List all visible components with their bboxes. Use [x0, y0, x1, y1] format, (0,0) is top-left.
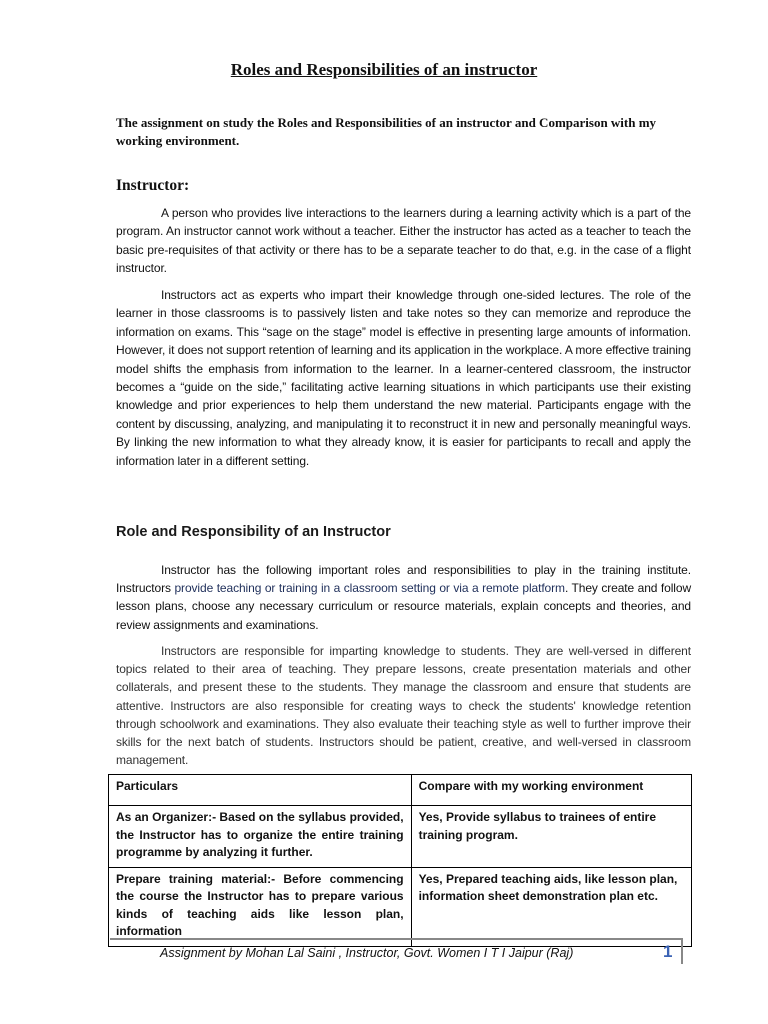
paragraph-4: Instructors are responsible for imparting knowledge to students. They are well-versed in different topics related to their area of teaching. They prepare lessons, create presentation materials and other collaterals, and present these to the students. They manage the classroom and ensure that students are attentive. Instructors are also responsible for creating ways to check the students' knowledge retention through schoolwork and examinations. They also evaluate their teaching style as well to further improve their skills for the next batch of students. Instructors should be patient, creative, and well-versed in classroom management.	[116, 644, 691, 768]
footer-divider	[110, 938, 683, 940]
paragraph-2: Instructors act as experts who impart their knowledge through one-sided lectures. The role of the learner in those classrooms is to passively listen and take notes so they can memorize and reproduce the information on exams. This “sage on the stage” model is effective in presenting large amounts of information. However, it does not support retention of learning and its application in the workplace. A more effective training model shifts the emphasis from information to the learner. In a learner-centered classroom, the instructor becomes a “guide on the side,” facilitating active learning situations in which participants use their existing knowledge and prior experiences to help them understand the new material. Participants engage with the content by discussing, analyzing, and manipulating it to reconstruct it in new and personally meaningful ways. By linking the new information to what they already know, it is easier for participants to recall and apply the information later in a different setting.	[116, 288, 691, 468]
table-row	[109, 806, 692, 868]
table-row	[109, 867, 692, 946]
table-header-row	[109, 775, 692, 806]
page-number: 1	[663, 942, 673, 961]
page-title: Roles and Responsibilities of an instructor	[230, 60, 538, 79]
table-cell: Yes, Prepared teaching aids, like lesson plan, information sheet demonstration plan etc.	[411, 867, 691, 946]
table-header-cell: Particulars	[109, 775, 412, 806]
table-cell: Yes, Provide syllabus to trainees of entire training program.	[411, 806, 691, 868]
footer-vertical-divider	[681, 938, 683, 964]
table-cell: As an Organizer:- Based on the syllabus provided, the Instructor has to organize the entire training programme by analyzing it further.	[109, 806, 412, 868]
comparison-table	[108, 774, 692, 947]
intro-paragraph: The assignment on study the Roles and Responsibilities of an instructor and Comparison with my working environment.	[116, 115, 657, 148]
paragraph-1: A person who provides live interactions to the learners during a learning activity which is a part of the program. An instructor cannot work without a teacher. Either the instructor has acted as a teacher to teach the basic pre-requisites of that activity or there has to be a separate teacher to do that, e.g. in the case of a flight instructor.	[116, 206, 691, 276]
paragraph-3-highlight: provide teaching or training in a classroom setting or via a remote platform	[174, 581, 565, 596]
paragraph-3-end: . They create and follow lesson plans, choose any necessary curriculum or resource materials, explain concepts and theories, and review assignments and examinations.	[116, 581, 692, 632]
table-cell: Prepare training material:- Before commencing the course the Instructor has to prepare various kinds of teaching aids like lesson plan, information	[109, 867, 412, 946]
paragraph-3	[116, 561, 691, 634]
paragraph-3-start: Instructor has the following important roles and responsibilities to play in the training institute. Instructors	[116, 563, 691, 596]
instructor-heading: Instructor:	[116, 177, 190, 194]
table-header-cell: Compare with my working environment	[411, 775, 691, 806]
comparison-table-wrapper	[108, 774, 692, 947]
footer-text: Assignment by Mohan Lal Saini , Instructor, Govt. Women I T I Jaipur (Raj)	[160, 946, 574, 960]
role-heading: Role and Responsibility of an Instructor	[116, 524, 391, 540]
